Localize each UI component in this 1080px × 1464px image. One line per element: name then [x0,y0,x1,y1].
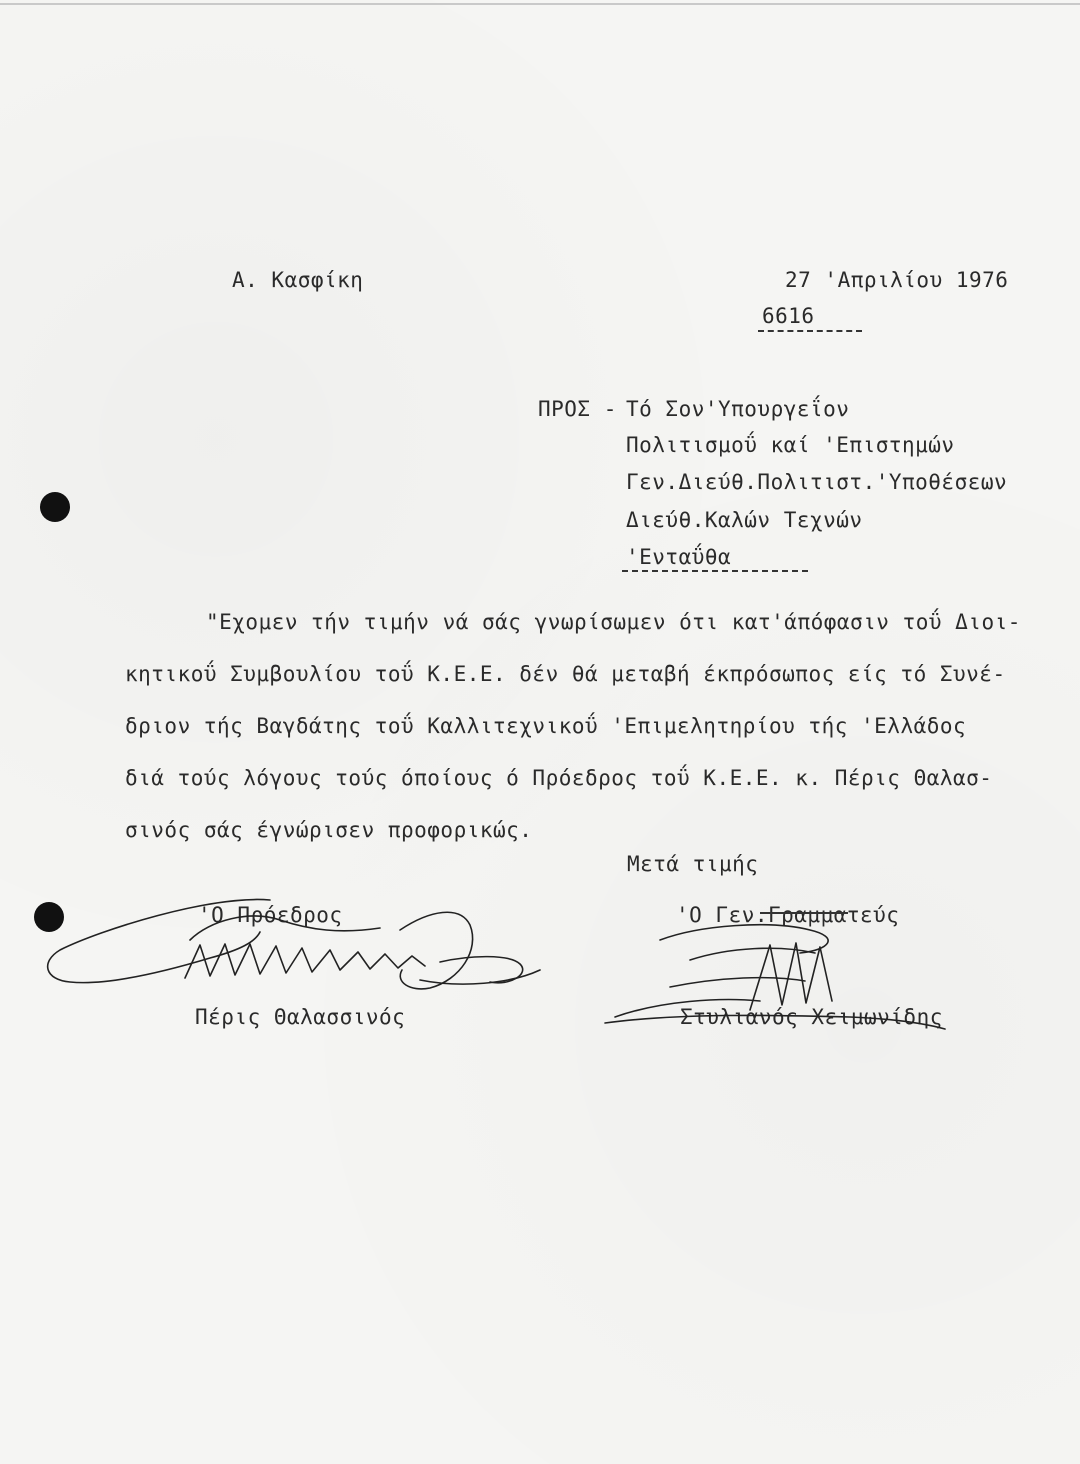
page-edge [0,3,1080,5]
reference-number: 6616 [762,304,815,328]
secretary-title: 'Ο Γεν.Γραμματεύς [676,903,900,927]
closing-text: Μετά τιμής [627,852,759,876]
body-line: δριον τής Βαγδάτης τοΰ Καλλιτεχνικοΰ 'Επιμελητηρίου τής 'Ελλάδος [125,714,967,738]
body-line: "Εχομεν τήν τιμήν νά σάς γνωρίσωμεν ότι κατ'άπόφασιν τοΰ Διοι- [206,610,1021,634]
letter-date: 27 'Απριλίου 1976 [785,268,1009,292]
reference-underline [758,330,862,332]
president-signature [40,870,560,1010]
recipient-line: 'Ενταΰθα [626,545,732,569]
recipient-line: Τό Σον'Υπουργεΐον [626,397,850,421]
president-title: 'Ο Πρόεδρος [198,903,343,927]
president-name: Πέρις Θαλασσινός [195,1005,406,1029]
recipient-prefix: ΠΡΟΣ - [538,397,617,421]
secretary-signature [600,905,960,1035]
body-line: σινός σάς έγνώρισεν προφορικώς. [125,818,533,842]
recipient-line: Γεν.Διεύθ.Πολιτιστ.'Υποθέσεων [626,470,1008,494]
sender-initials: Α. Κασφίκη [232,268,364,292]
body-line: διά τούς λόγους τούς όποίους ό Πρόεδρος τοΰ Κ.Ε.Ε. κ. Πέρις Θαλασ- [125,766,993,790]
body-line: κητικοΰ Συμβουλίου τοΰ Κ.Ε.Ε. δέν θά μεταβή έκπρόσωπος είς τό Συνέ- [125,662,1006,686]
title-strikethrough [760,912,848,914]
recipient-underline [622,570,808,572]
recipient-line: Διεύθ.Καλών Τεχνών [626,508,863,532]
secretary-name: Στυλιανός Χειμωνίδης [680,1005,943,1029]
recipient-line: Πολιτισμοΰ καί 'Επιστημών [626,433,955,457]
punch-hole-top [40,492,70,522]
